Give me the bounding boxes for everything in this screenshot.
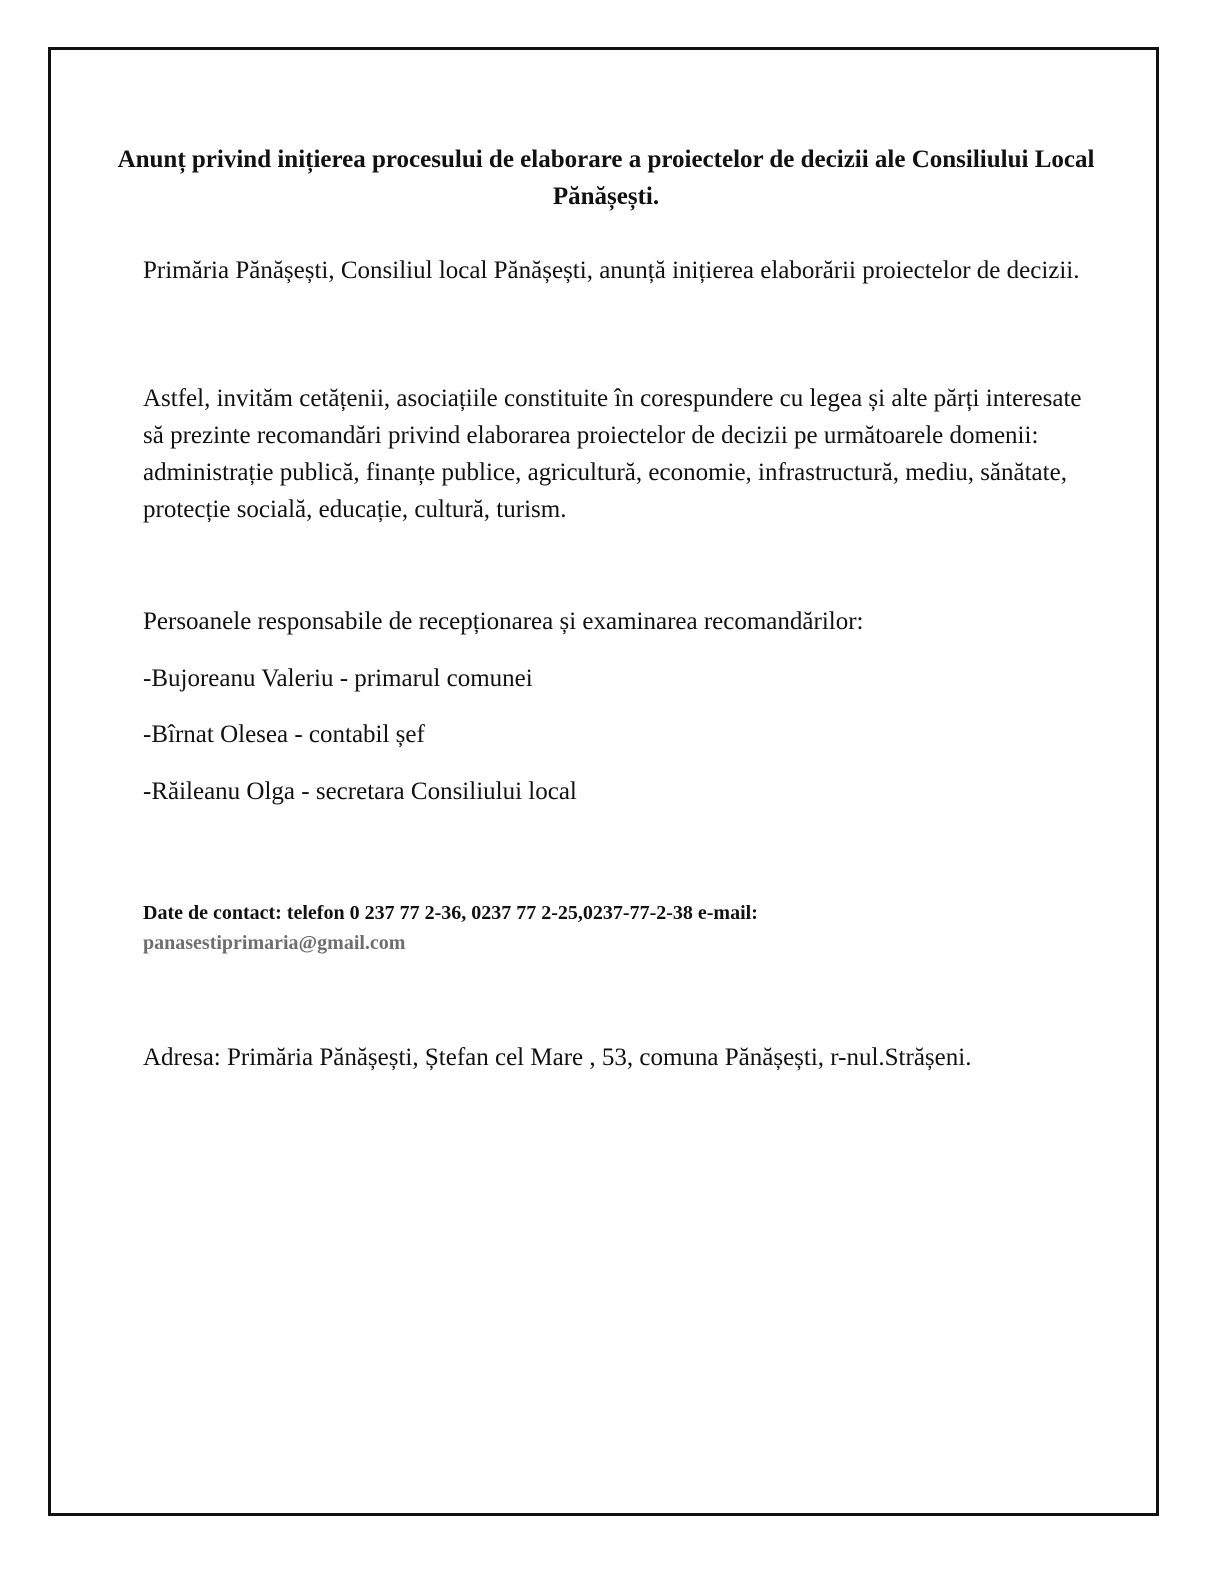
responsible-person: -Bujoreanu Valeriu - primarul comunei bbox=[143, 665, 533, 692]
invitation-paragraph: Astfel, invităm cetățenii, asociațiile constituite în corespundere cu legea și alte părți interesate să prezinte recomandări privind elaborarea proiectelor de decizii pe următoarele domenii: administrație publică, finanțe publice, agricultură, economie, infrastructură, mediu, sănătate, protecție socială, educație, cultură, turism. bbox=[143, 385, 1082, 523]
intro-paragraph: Primăria Pănășești, Consiliul local Pănășești, anunță inițierea elaborării proiectelor de decizii. bbox=[143, 257, 1080, 284]
contact-phones: Date de contact: telefon 0 237 77 2-36, 0237 77 2-25,0237-77-2-38 e-mail: bbox=[143, 902, 758, 924]
contact-info bbox=[143, 898, 1088, 958]
document-title: Anunț privind inițierea procesului de elaborare a proiectelor de decizii ale Consiliului Local Pănășești. bbox=[117, 146, 1095, 210]
address-line: Adresa: Primăria Pănășești, Ștefan cel Mare , 53, comuna Pănășești, r-nul.Strășeni. bbox=[143, 1044, 972, 1071]
contact-email[interactable]: panasestiprimaria@gmail.com bbox=[143, 932, 406, 954]
responsible-person: -Bîrnat Olesea - contabil șef bbox=[143, 721, 425, 748]
responsibles-heading: Persoanele responsabile de recepționarea și examinarea recomandărilor: bbox=[143, 608, 864, 635]
responsible-person: -Răileanu Olga - secretara Consiliului local bbox=[143, 778, 577, 805]
